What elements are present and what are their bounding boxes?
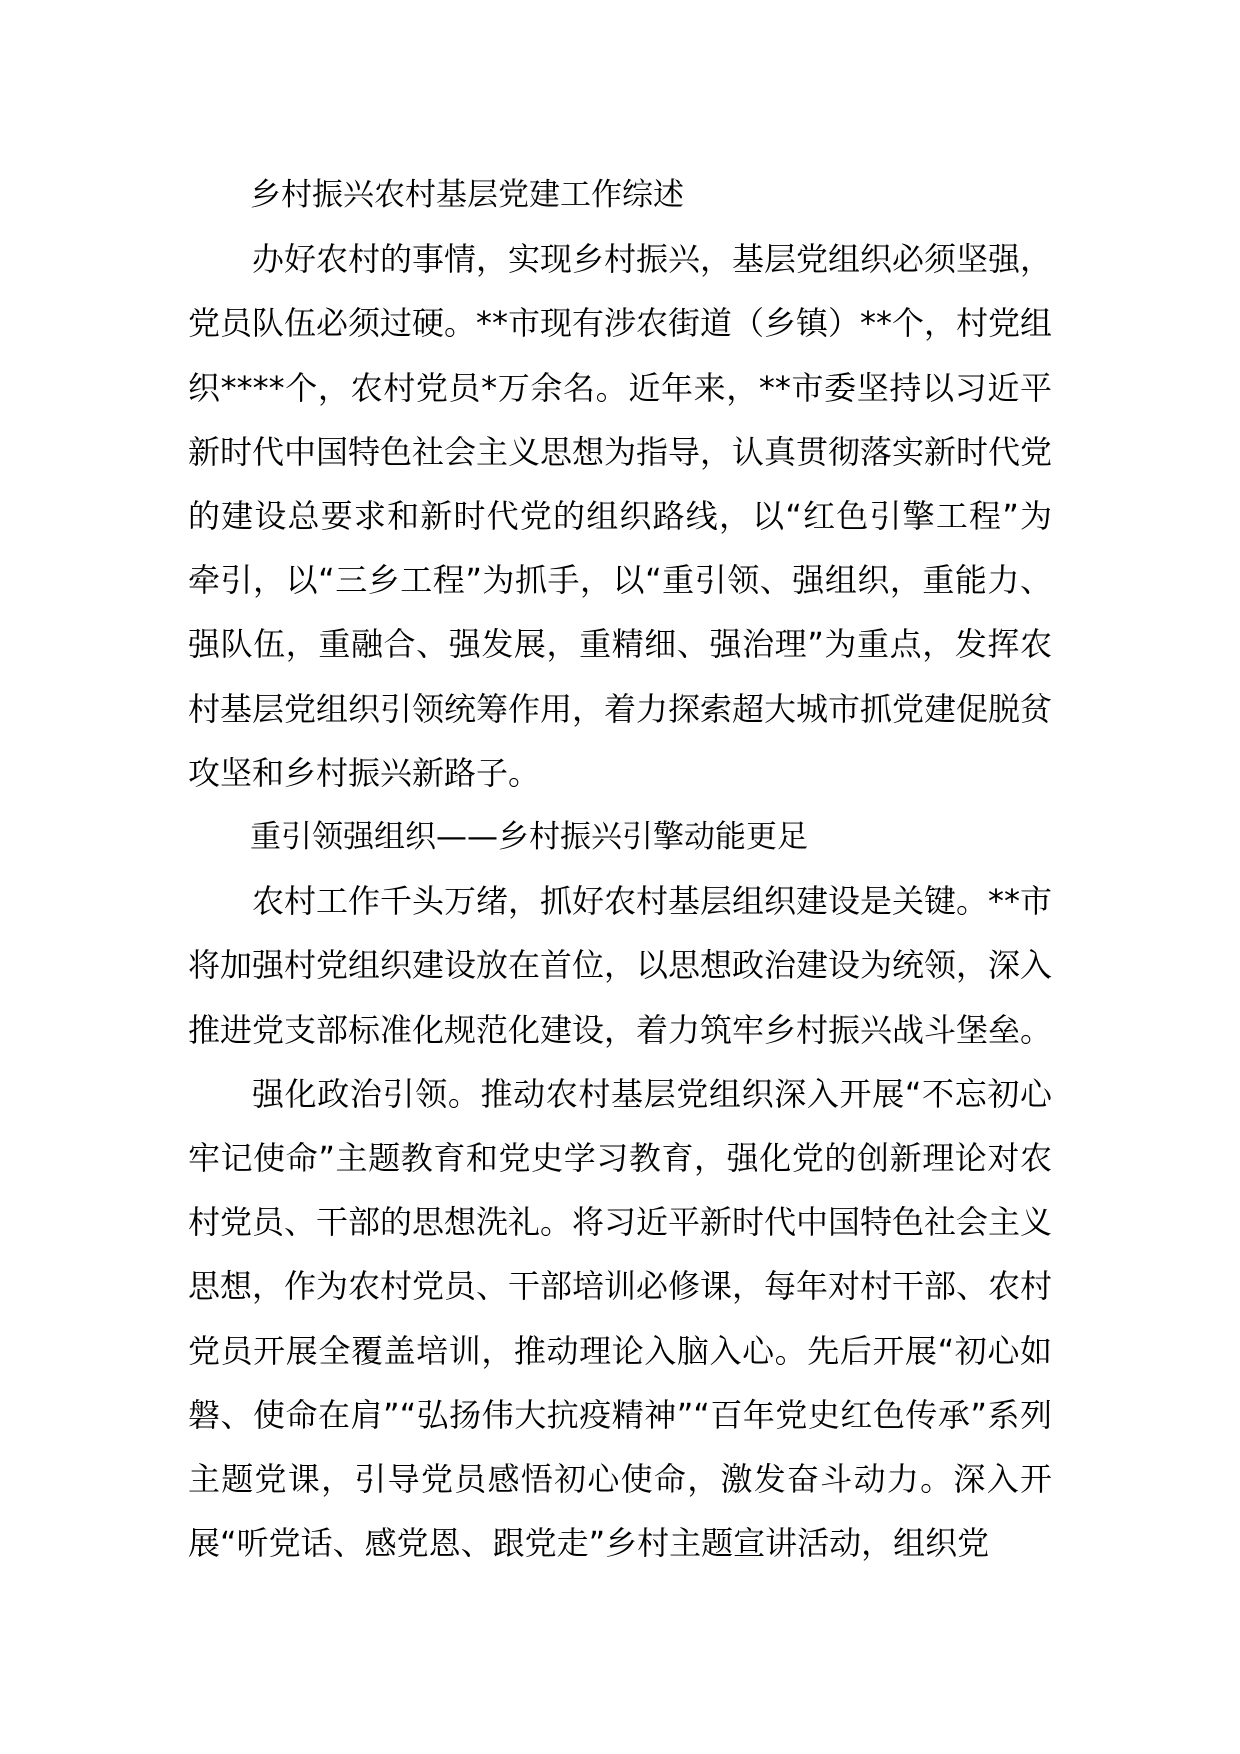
section-heading: 重引领强组织——乡村振兴引擎动能更足 [250,819,808,856]
section-paragraph-1: 农村工作千头万绪，抓好农村基层组织建设是关键。**市将加强村党组织建设放在首位，以思想政治建设为统领，深入推进党支部标准化规范化建设，着力筑牢乡村振兴战斗堡垒。 [188,882,1053,1049]
document-body [188,163,1052,1575]
section-paragraph-2: 强化政治引领。推动农村基层党组织深入开展“不忘初心牢记使命”主题教育和党史学习教育，强化党的创新理论对农村党员、干部的思想洗礼。将习近平新时代中国特色社会主义思想，作为农村党员、干部培训必修课，每年对村干部、农村党员开展全覆盖培训，推动理论入脑入心。先后开展“初心如磐、使命在肩”“弘扬伟大抗疫精神”“百年党史红色传承”系列主题党课，引导党员感悟初心使命，激发奋斗动力。深入开展“听党话、感党恩、跟党走”乡村主题宣讲活动，组织党 [188,1074,1053,1563]
intro-paragraph: 办好农村的事情，实现乡村振兴，基层党组织必须坚强，党员队伍必须过硬。**市现有涉农街道（乡镇）**个，村党组织****个，农村党员*万余名。近年来，**市委坚持以习近平新时代中国特色社会主义思想为指导，认真贯彻落实新时代党的建设总要求和新时代党的组织路线，以“红色引擎工程”为牵引，以“三乡工程”为抓手，以“重引领、强组织，重能力、强队伍，重融合、强发展，重精细、强治理”为重点，发挥农村基层党组织引领统筹作用，着力探索超大城市抓党建促脱贫攻坚和乡村振兴新路子。 [188,240,1053,792]
document-title: 乡村振兴农村基层党建工作综述 [250,177,684,213]
